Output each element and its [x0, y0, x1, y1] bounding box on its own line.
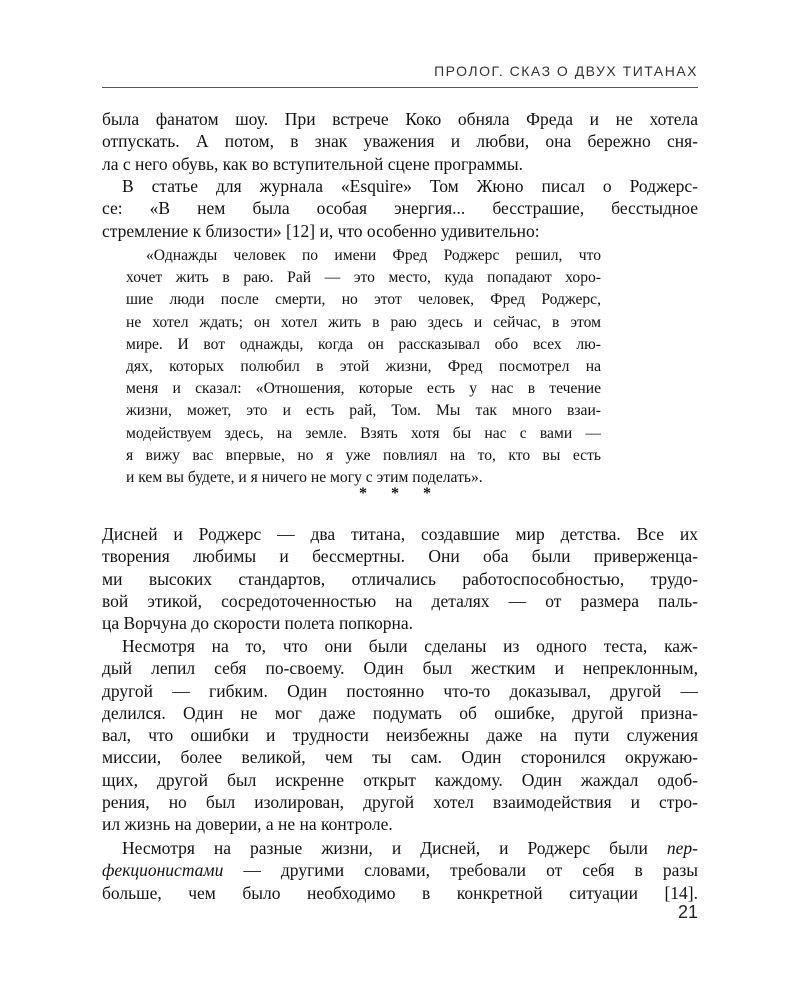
text-line: се: «В нем была особая энергия... бесстрашие, бесстыдное — [102, 198, 698, 219]
emphasis-text: фекционистами — [102, 860, 224, 881]
text-line: В статье для журнала «Esquire» Том Жюно писал о Роджерс- — [122, 176, 698, 196]
paragraph-esquire — [102, 175, 698, 242]
text-line: другой — гибким. Один постоянно что-то доказывал, другой — — [102, 680, 698, 701]
text-line: миссии, более великой, чем ты сам. Один сторонился окружаю- — [102, 747, 698, 768]
quote-line: и кем вы будете, и я ничего не могу с этим поделать». — [126, 468, 483, 486]
paragraph-two-titans — [102, 523, 698, 634]
text-line: была фанатом шоу. При встрече Коко обняла Фреда и не хотела — [102, 109, 698, 129]
text-line: ми высоких стандартов, отличались работоспособностью, трудо- — [102, 568, 698, 589]
text-line — [102, 859, 698, 881]
quote-line: меня и сказал: «Отношения, которые есть у нас в течение — [126, 380, 601, 398]
header-rule — [102, 87, 698, 88]
quote-line: дях, которых полюбил в этой жизни, Фред посмотрел на — [126, 357, 601, 375]
text-line: ил жизнь на доверии, а не на контроле. — [102, 814, 393, 835]
text-line: делился. Один не мог даже подумать об ошибке, другой призна- — [102, 702, 698, 723]
section-separator: * * * — [359, 485, 441, 502]
quote-line: шие люди после смерти, но этот человек, Фред Роджерс, — [126, 291, 601, 309]
text-line: Дисней и Роджерс — два титана, создавшие мир детства. Все их — [102, 524, 698, 544]
text-line: ла с него обувь, как во вступительной сцене программы. — [102, 153, 523, 174]
text-line: отпускать. А потом, в знак уважения и любви, она бережно сня- — [102, 131, 698, 152]
text-line: вал, что ошибки и трудности неизбежны даже на пути служения — [102, 725, 698, 746]
text-line: дый лепил себя по-своему. Один был жестким и непреклонным, — [102, 658, 698, 679]
paragraph-continuation — [102, 108, 698, 175]
emphasis-text: пер- — [666, 838, 698, 858]
page-number: 21 — [677, 902, 698, 922]
text-line: ца Ворчуна до скорости полета попкорна. — [102, 613, 414, 634]
text-line: стремление к близости» [12] и, что особенно удивительно: — [102, 220, 540, 241]
text-line — [102, 837, 698, 859]
text-line: рения, но был изолирован, другой хотел взаимодействия и стро- — [102, 792, 698, 813]
paragraph-perfectionists — [102, 837, 698, 904]
quote-line: мире. И вот однажды, когда он рассказывал обо всех лю- — [126, 335, 601, 353]
block-quote — [126, 245, 601, 489]
paragraph-contrast — [102, 635, 698, 836]
text-line: творения любимы и бессмертны. Они оба были приверженца- — [102, 546, 698, 567]
text-line: вой этикой, сосредоточенностью на деталях — от размера паль- — [102, 590, 698, 611]
text-line: щих, другой был искренне открыт каждому. Один жаждал одоб- — [102, 769, 698, 790]
text-run: Несмотря на разные жизни, и Дисней, и Роджерс были — [122, 838, 648, 858]
quote-line: модействуем здесь, на земле. Взять хотя бы нас с вами — — [126, 424, 601, 442]
quote-line: я вижу вас впервые, но я уже повлиял на то, кто вы есть — [126, 446, 601, 464]
quote-line: жизни, может, это и есть рай, Том. Мы так много взаи- — [126, 402, 601, 420]
quote-line: хочет жить в раю. Рай — это место, куда попадают хоро- — [126, 269, 601, 287]
text-run: — другими словами, требовали от себя в разы — [243, 860, 699, 881]
text-line: больше, чем было необходимо в конкретной ситуации [14]. — [102, 882, 698, 903]
text-line: Несмотря на то, что они были сделаны из одного теста, каж- — [122, 636, 698, 656]
quote-line: не хотел ждать; он хотел жить в раю здесь и сейчас, в этом — [126, 313, 601, 331]
running-title: ПРОЛОГ. СКАЗ О ДВУХ ТИТАНАХ — [434, 63, 698, 79]
quote-line: «Однажды человек по имени Фред Роджерс решил, что — [146, 247, 601, 264]
